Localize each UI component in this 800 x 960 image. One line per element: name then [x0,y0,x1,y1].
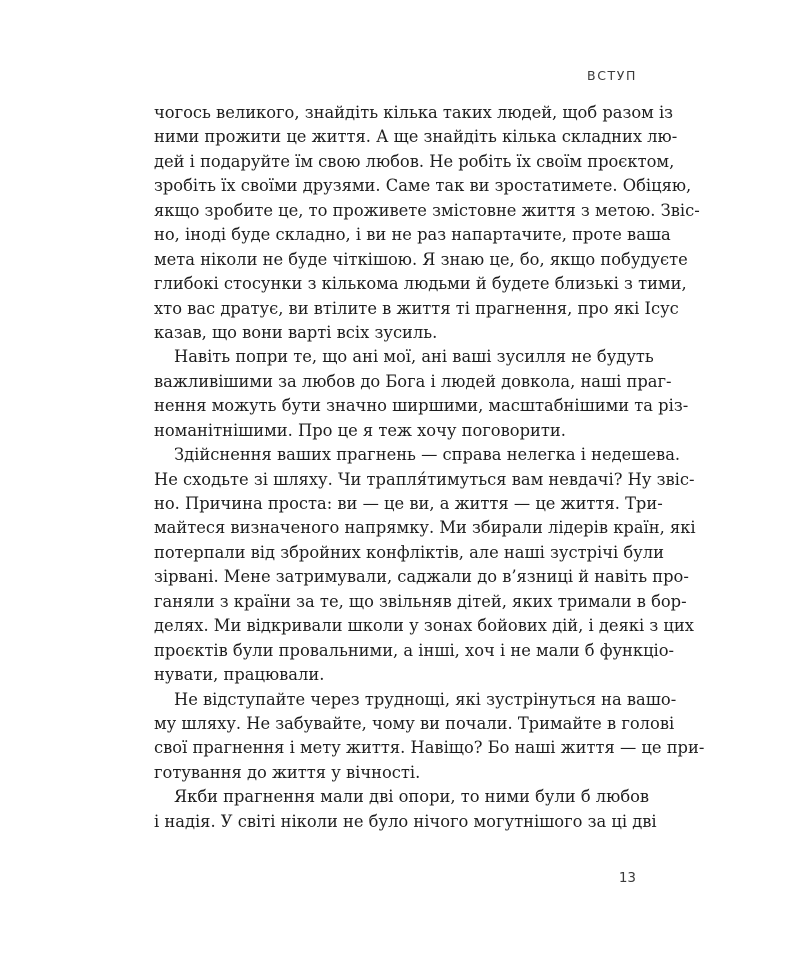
text-line: ними прожити це життя. А ще знайдіть кілька складних лю- [154,127,678,147]
text-line: Не сходьте зі шляху. Чи трапля́тимуться вам невдачі? Ну звіс- [154,469,695,489]
text-line: дей і подаруйте їм свою любов. Не робіть їх своїм проєктом, [154,151,675,171]
text-line: важливішими за любов до Бога і людей довкола, наші праг- [154,371,672,391]
paragraph-first-line: Якби прагнення мали дві опори, то ними були б любов [174,787,650,807]
text-line: свої прагнення і мету життя. Навіщо? Бо наші життя — це при- [154,738,705,758]
text-line: ганяли з країни за те, що звільняв дітей, яких тримали в бор- [154,591,687,611]
text-line: нувати, працювали. [154,665,325,685]
text-line: потерпали від збройних конфліктів, але наші зустрічі були [154,542,664,562]
text-line: му шляху. Не забувайте, чому ви почали. Тримайте в голові [154,713,675,733]
text-line: зірвані. Мене затримували, саджали до в’язниці й навіть про- [154,567,689,587]
body-text [154,101,705,834]
text-line: якщо зробите це, то проживете змістовне життя з метою. Звіс- [154,200,700,220]
text-line: і надія. У світі ніколи не було нічого могутнішого за ці дві [154,811,657,831]
text-line: готування до життя у вічності. [154,762,421,782]
text-line: майтеся визначеного напрямку. Ми збирали лідерів країн, які [154,518,696,538]
text-line: нення можуть бути значно ширшими, масштабнішими та різ- [154,396,689,416]
text-line: мета ніколи не буде чіткішою. Я знаю це, бо, якщо побудуєте [154,249,688,269]
text-line: зробіть їх своїми друзями. Саме так ви зростатимете. Обіцяю, [154,176,692,196]
text-line: номанітнішими. Про це я теж хочу поговорити. [154,420,566,440]
text-line: проєктів були провальними, а інші, хоч і не мали б функціо- [154,640,675,660]
paragraph-first-line: Здійснення ваших прагнень — справа нелегка і недешева. [174,445,681,465]
text-line: казав, що вони варті всіх зусиль. [154,322,438,342]
paragraph-first-line: Не відступайте через труднощі, які зустрінуться на вашо- [174,689,677,709]
text-line: глибокі стосунки з кількома людьми й будете близькі з тими, [154,274,687,294]
text-line: но, іноді буде складно, і ви не раз напартачите, проте ваша [154,225,671,245]
page-number: 13 [618,870,636,886]
text-line: но. Причина проста: ви — це ви, а життя — це життя. Три- [154,494,663,513]
paragraph-first-line: Навіть попри те, що ані мої, ані ваші зусилля не будуть [174,347,654,367]
running-head: ВСТУП [587,68,637,83]
text-line: делях. Ми відкривали школи у зонах бойових дій, і деякі з цих [154,616,694,636]
text-line: чогось великого, знайдіть кілька таких людей, щоб разом із [154,103,674,122]
text-line: хто вас дратує, ви втілите в життя ті прагнення, про які Ісус [154,298,679,318]
